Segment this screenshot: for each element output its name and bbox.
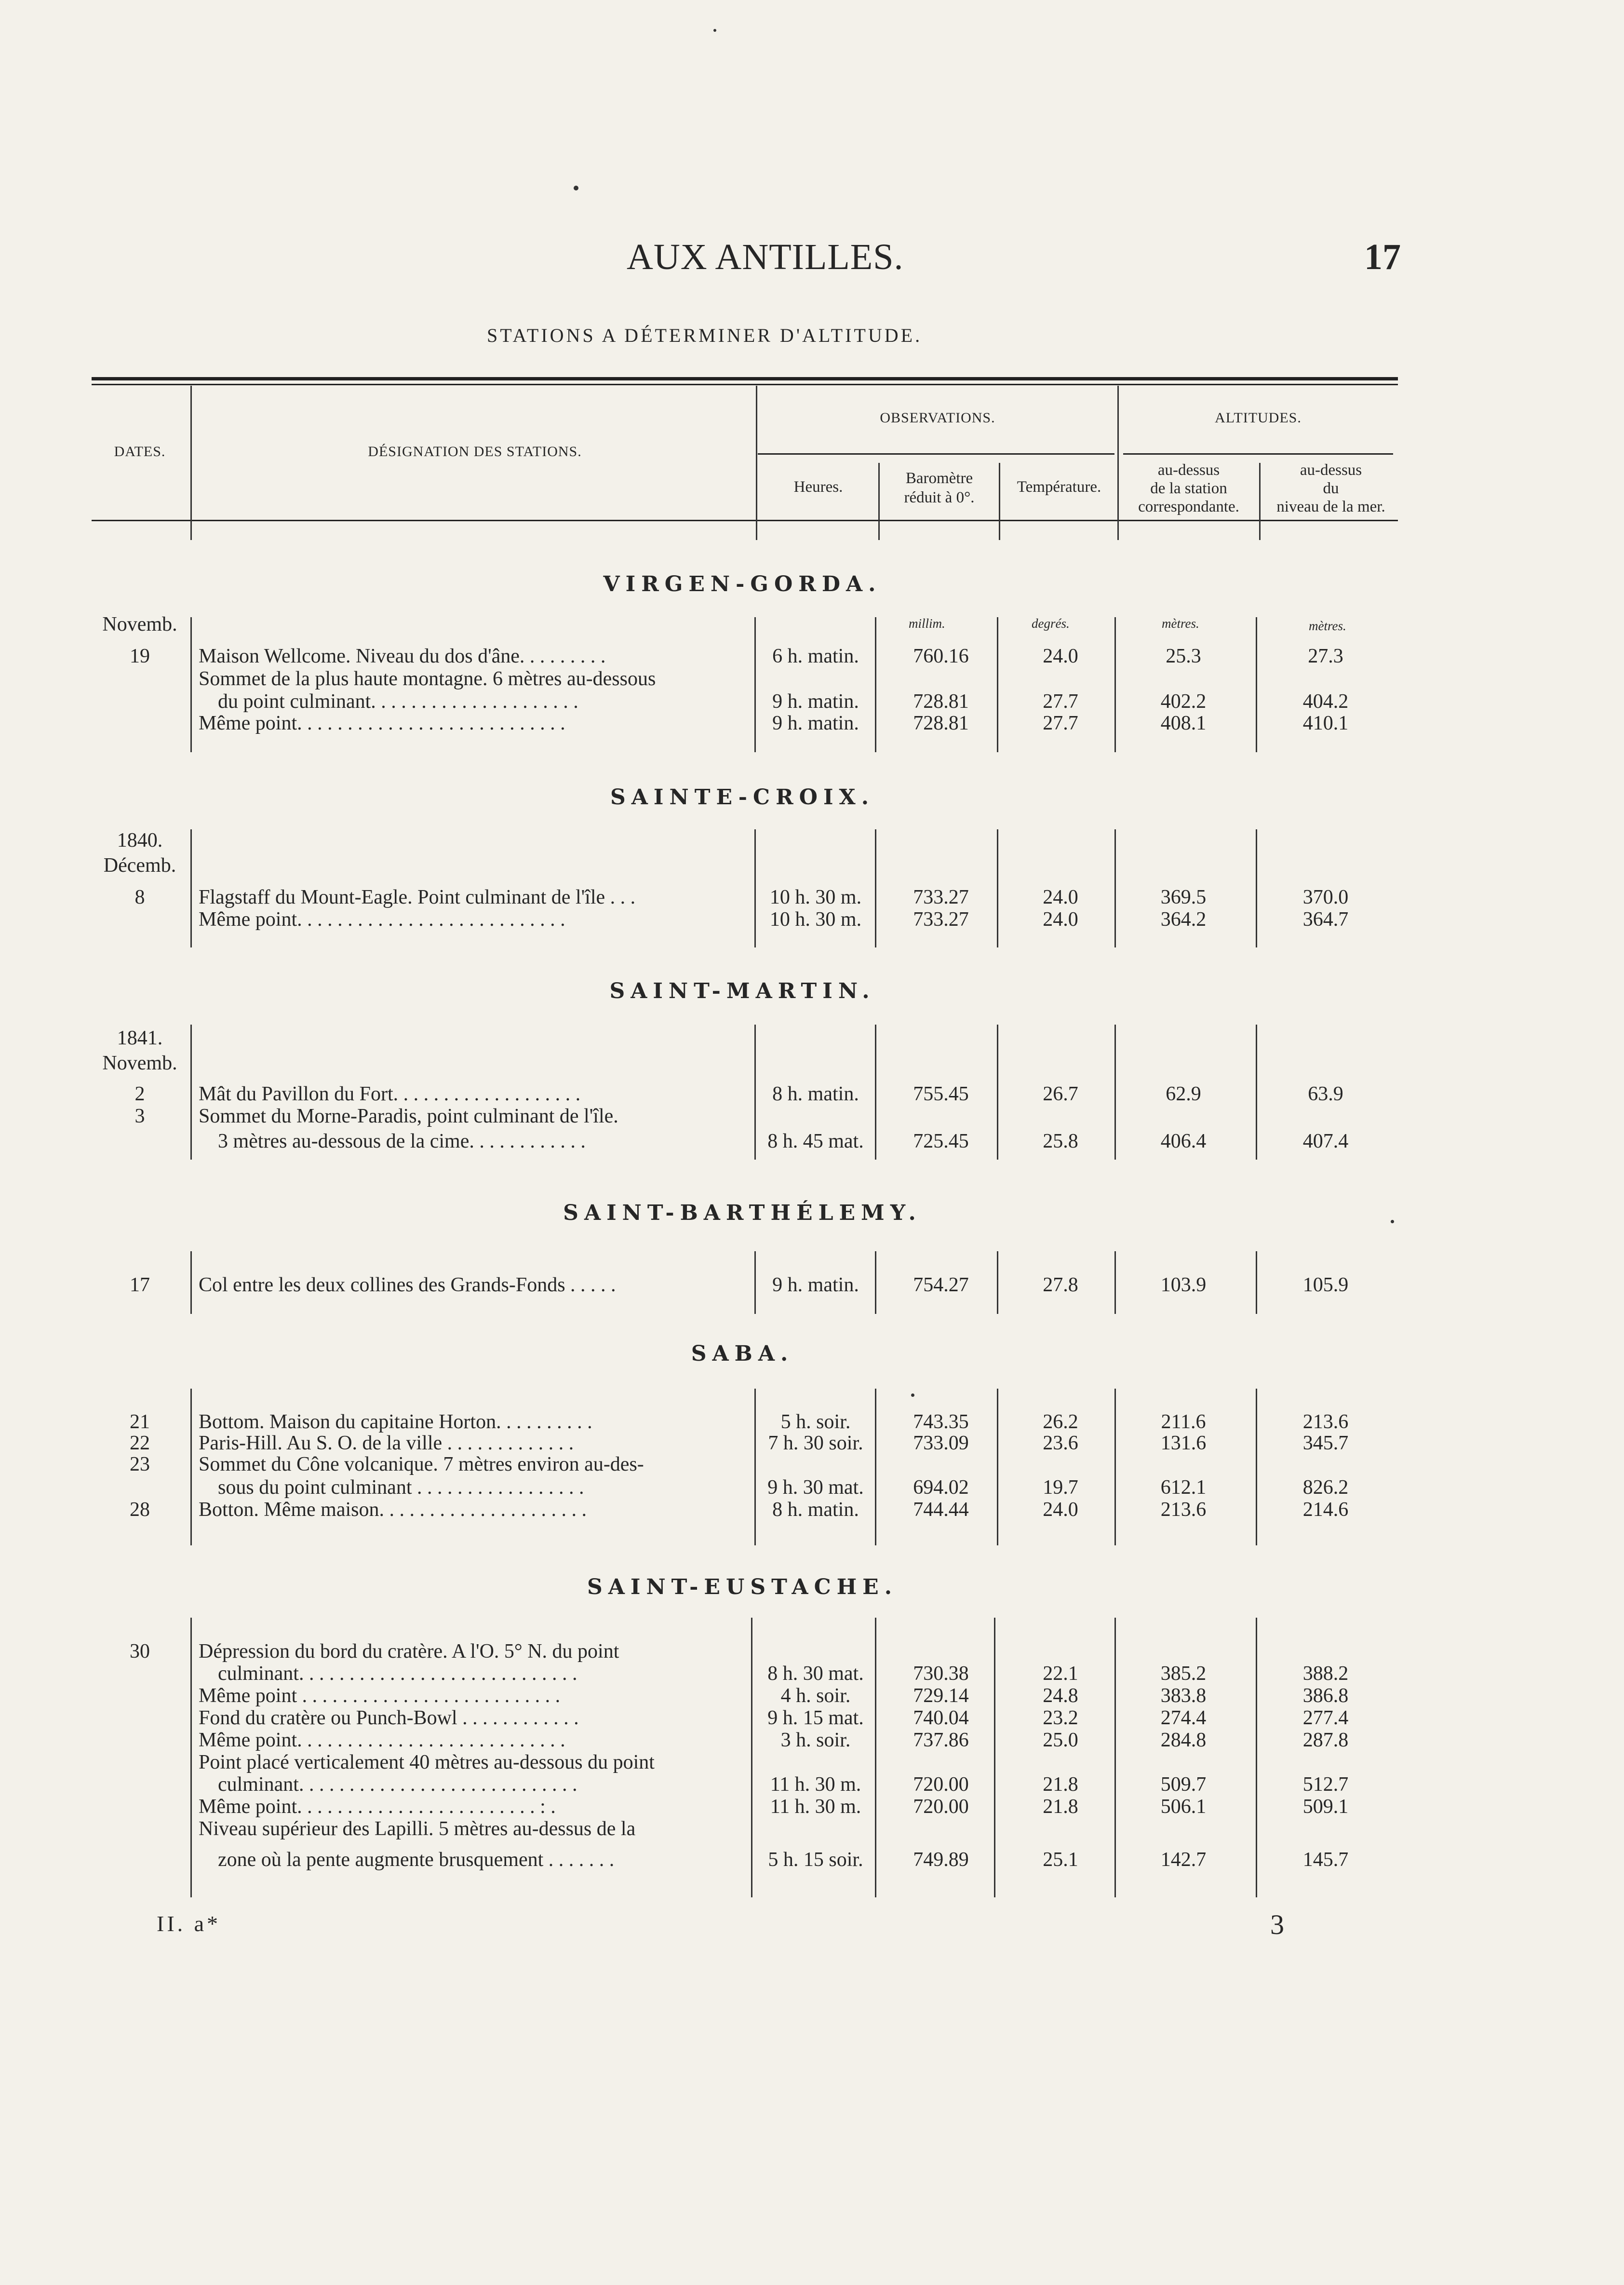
cell-designation: Même point. . . . . . . . . . . . . . . . . . . . . . . . : . <box>199 1796 556 1818</box>
header-col-line <box>878 463 880 540</box>
cell-designation: zone où la pente augmente brusquement . . . . . . . <box>218 1849 615 1871</box>
cell-hour: 9 h. matin. <box>772 690 859 713</box>
cell-temperature: 24.0 <box>1043 908 1078 931</box>
table-row <box>0 1795 1624 1819</box>
section-title-saba: SABA. <box>691 1341 794 1366</box>
cell-designation: Dépression du bord du cratère. A l'O. 5° N. du point <box>199 1640 619 1663</box>
cell-barometer: 694.02 <box>913 1476 969 1499</box>
cell-date: 17 <box>130 1274 150 1296</box>
cell-alt-sea: 345.7 <box>1302 1432 1349 1454</box>
table-row <box>0 1498 1624 1522</box>
cell-hour: 9 h. matin. <box>772 1274 859 1296</box>
cell-alt-sea: 826.2 <box>1302 1476 1349 1499</box>
table-title: STATIONS A DÉTERMINER D'ALTITUDE. <box>487 324 923 346</box>
section-title-saint-eustache: SAINT-EUSTACHE. <box>587 1575 898 1599</box>
header-col-line <box>756 386 757 540</box>
cell-barometer: 760.16 <box>913 645 969 667</box>
table-row <box>0 1848 1624 1872</box>
header-dates: DATES. <box>114 444 166 460</box>
header-temperature: Température. <box>1017 478 1101 496</box>
cell-hour: 8 h. 30 mat. <box>767 1663 864 1685</box>
cell-barometer: 755.45 <box>913 1083 969 1105</box>
cell-hour: 11 h. 30 m. <box>770 1773 861 1796</box>
cell-barometer: 744.44 <box>913 1499 969 1521</box>
date-month: Décemb. <box>103 854 176 877</box>
cell-date: 19 <box>130 645 150 667</box>
cell-alt-station: 274.4 <box>1160 1707 1207 1729</box>
cell-alt-station: 369.5 <box>1160 886 1207 908</box>
cell-designation: Paris-Hill. Au S. O. de la ville . . . . . . . . . . . . . <box>199 1432 574 1454</box>
cell-alt-station: 213.6 <box>1160 1499 1207 1521</box>
cell-hour: 4 h. soir. <box>780 1685 851 1707</box>
print-speck <box>713 29 716 32</box>
cell-alt-sea: 277.4 <box>1302 1707 1349 1729</box>
table-row <box>0 1684 1624 1708</box>
unit-alt1: mètres. <box>1162 616 1199 631</box>
page-number: 17 <box>1364 237 1401 277</box>
cell-barometer: 728.81 <box>913 690 969 713</box>
cell-alt-sea: 364.7 <box>1302 908 1349 931</box>
cell-hour: 3 h. soir. <box>780 1729 851 1751</box>
cell-designation: Mât du Pavillon du Fort. . . . . . . . . . . . . . . . . . . <box>199 1083 581 1105</box>
cell-barometer: 733.27 <box>913 908 969 931</box>
cell-designation: 3 mètres au-dessous de la cime. . . . . . . . . . . . <box>218 1130 586 1152</box>
cell-alt-station: 211.6 <box>1161 1411 1206 1433</box>
print-speck <box>1391 1220 1394 1223</box>
table-row <box>0 1706 1624 1730</box>
cell-temperature: 24.0 <box>1043 1499 1078 1521</box>
cell-alt-station: 509.7 <box>1160 1773 1207 1796</box>
header-col-line <box>1259 463 1261 540</box>
cell-date: 2 <box>134 1083 145 1105</box>
cell-barometer: 749.89 <box>913 1849 969 1871</box>
cell-alt-station: 103.9 <box>1160 1274 1207 1296</box>
cell-alt-sea: 214.6 <box>1302 1499 1349 1521</box>
cell-alt-station: 612.1 <box>1160 1476 1207 1499</box>
cell-designation: Niveau supérieur des Lapilli. 5 mètres au-dessus de la <box>199 1818 636 1840</box>
table-row <box>0 1431 1624 1455</box>
section-title-sainte-croix: SAINTE-CROIX. <box>610 785 875 810</box>
cell-hour: 10 h. 30 m. <box>769 886 862 908</box>
cell-alt-station: 25.3 <box>1166 645 1201 667</box>
cell-designation: Sommet du Morne-Paradis, point culminant de l'île. <box>199 1105 618 1127</box>
header-heures: Heures. <box>793 478 843 496</box>
cell-hour: 11 h. 30 m. <box>770 1796 861 1818</box>
date-month: Novemb. <box>102 1052 177 1074</box>
table-row <box>0 1082 1624 1106</box>
table-row <box>0 667 1624 691</box>
table-row <box>0 1639 1624 1663</box>
cell-designation: Fond du cratère ou Punch-Bowl . . . . . . . . . . . . <box>199 1707 579 1729</box>
footer-number: 3 <box>1270 1909 1284 1940</box>
cell-designation: Sommet de la plus haute montagne. 6 mètres au-dessous <box>199 668 656 690</box>
cell-alt-station: 131.6 <box>1160 1432 1207 1454</box>
header-alt-mer-3: niveau de la mer. <box>1276 498 1385 515</box>
cell-hour: 8 h. 45 mat. <box>767 1130 864 1152</box>
header-alt-station-2: de la station <box>1150 480 1227 497</box>
cell-alt-sea: 27.3 <box>1308 645 1343 667</box>
cell-hour: 5 h. soir. <box>780 1411 851 1433</box>
cell-designation: Même point. . . . . . . . . . . . . . . . . . . . . . . . . . . <box>199 908 565 931</box>
cell-alt-sea: 370.0 <box>1302 886 1349 908</box>
cell-designation: Botton. Même maison. . . . . . . . . . . . . . . . . . . . . <box>199 1499 587 1521</box>
cell-alt-station: 383.8 <box>1160 1685 1207 1707</box>
cell-date: 28 <box>130 1499 150 1521</box>
header-designation: DÉSIGNATION DES STATIONS. <box>368 444 582 460</box>
cell-designation: du point culminant. . . . . . . . . . . . . . . . . . . . . <box>218 690 578 713</box>
cell-designation: sous du point culminant . . . . . . . . . . . . . . . . . <box>218 1476 584 1499</box>
cell-designation: Même point. . . . . . . . . . . . . . . . . . . . . . . . . . . <box>199 712 565 734</box>
table-row <box>0 1475 1624 1500</box>
cell-date: 21 <box>130 1411 150 1433</box>
unit-alt2: mètres. <box>1309 619 1346 633</box>
cell-temperature: 23.2 <box>1043 1707 1078 1729</box>
cell-temperature: 23.6 <box>1043 1432 1078 1454</box>
section-title-saint-barthelemy: SAINT-BARTHÉLEMY. <box>563 1201 922 1225</box>
cell-barometer: 720.00 <box>913 1796 969 1818</box>
table-row <box>0 1129 1624 1153</box>
table-row <box>0 644 1624 668</box>
cell-hour: 9 h. 30 mat. <box>767 1476 864 1499</box>
cell-barometer: 733.27 <box>913 886 969 908</box>
cell-barometer: 743.35 <box>913 1411 969 1433</box>
cell-hour: 7 h. 30 soir. <box>768 1432 863 1454</box>
header-alt-mer-2: du <box>1323 480 1339 497</box>
cell-temperature: 27.7 <box>1043 690 1078 713</box>
cell-designation: Maison Wellcome. Niveau du dos d'âne. . . . . . . . . <box>199 645 606 667</box>
section-title-virgen-gorda: VIRGEN-GORDA. <box>603 572 882 596</box>
table-row <box>0 1662 1624 1686</box>
cell-hour: 9 h. 15 mat. <box>767 1707 864 1729</box>
cell-barometer: 740.04 <box>913 1707 969 1729</box>
table-row <box>0 1410 1624 1434</box>
cell-hour: 9 h. matin. <box>772 712 859 734</box>
header-barometre-1: Baromètre <box>905 470 973 487</box>
cell-temperature: 26.7 <box>1043 1083 1078 1105</box>
cell-date: 23 <box>130 1453 150 1475</box>
table-row <box>0 1728 1624 1752</box>
header-altitudes: ALTITUDES. <box>1215 410 1302 426</box>
header-top-rule <box>92 377 1398 380</box>
cell-temperature: 26.2 <box>1043 1411 1078 1433</box>
cell-temperature: 25.8 <box>1043 1130 1078 1152</box>
cell-alt-sea: 386.8 <box>1302 1685 1349 1707</box>
table-row <box>0 1452 1624 1476</box>
running-title: AUX ANTILLES. <box>627 237 904 277</box>
cell-alt-sea: 512.7 <box>1302 1773 1349 1796</box>
cell-alt-station: 385.2 <box>1160 1663 1207 1685</box>
signature-mark: II. a* <box>157 1911 221 1936</box>
header-top-rule-2 <box>92 384 1398 385</box>
cell-date: 22 <box>130 1432 150 1454</box>
cell-alt-station: 402.2 <box>1160 690 1207 713</box>
table-row <box>0 907 1624 932</box>
cell-designation: Flagstaff du Mount-Eagle. Point culminant de l'île . . . <box>199 886 636 908</box>
cell-temperature: 27.8 <box>1043 1274 1078 1296</box>
cell-alt-station: 408.1 <box>1160 712 1207 734</box>
cell-temperature: 24.0 <box>1043 886 1078 908</box>
cell-temperature: 25.1 <box>1043 1849 1078 1871</box>
table-row <box>0 1772 1624 1797</box>
table-row <box>0 1273 1624 1297</box>
date-year: 1841. <box>117 1027 163 1049</box>
observations-brace <box>758 453 1114 455</box>
cell-date: 3 <box>134 1105 145 1127</box>
cell-designation: Col entre les deux collines des Grands-Fonds . . . . . <box>199 1274 616 1296</box>
cell-hour: 8 h. matin. <box>772 1083 859 1105</box>
table-row <box>0 711 1624 735</box>
cell-designation: culminant. . . . . . . . . . . . . . . . . . . . . . . . . . . . <box>218 1773 577 1796</box>
cell-temperature: 22.1 <box>1043 1663 1078 1685</box>
cell-barometer: 733.09 <box>913 1432 969 1454</box>
cell-date: 8 <box>134 886 145 908</box>
cell-date: 30 <box>130 1640 150 1663</box>
cell-alt-station: 142.7 <box>1160 1849 1207 1871</box>
header-alt-station-3: correspondante. <box>1138 498 1239 515</box>
print-speck <box>911 1393 914 1397</box>
date-year: 1840. <box>117 829 163 852</box>
cell-temperature: 21.8 <box>1043 1773 1078 1796</box>
unit-baro: millim. <box>909 616 945 631</box>
cell-alt-sea: 63.9 <box>1308 1083 1343 1105</box>
table-row <box>0 1817 1624 1841</box>
cell-alt-sea: 509.1 <box>1302 1796 1349 1818</box>
table-row <box>0 1104 1624 1128</box>
cell-temperature: 21.8 <box>1043 1796 1078 1818</box>
header-col-line <box>999 463 1000 540</box>
cell-alt-sea: 410.1 <box>1302 712 1349 734</box>
cell-alt-sea: 287.8 <box>1302 1729 1349 1751</box>
header-alt-station-1: au-dessus <box>1157 461 1220 479</box>
cell-hour: 10 h. 30 m. <box>769 908 862 931</box>
unit-temp: degrés. <box>1032 616 1070 631</box>
cell-hour: 8 h. matin. <box>772 1499 859 1521</box>
altitudes-brace <box>1123 453 1393 455</box>
cell-alt-sea: 407.4 <box>1302 1130 1349 1152</box>
header-observations: OBSERVATIONS. <box>880 410 995 426</box>
cell-barometer: 730.38 <box>913 1663 969 1685</box>
header-barometre-2: réduit à 0°. <box>904 489 975 506</box>
cell-barometer: 725.45 <box>913 1130 969 1152</box>
table-row <box>0 885 1624 909</box>
cell-barometer: 754.27 <box>913 1274 969 1296</box>
header-col-line <box>190 386 192 540</box>
cell-alt-sea: 388.2 <box>1302 1663 1349 1685</box>
cell-temperature: 19.7 <box>1043 1476 1078 1499</box>
section-title-saint-martin: SAINT-MARTIN. <box>609 979 875 1003</box>
print-speck <box>574 186 578 190</box>
cell-barometer: 729.14 <box>913 1685 969 1707</box>
cell-designation: Sommet du Cône volcanique. 7 mètres environ au-des- <box>199 1453 644 1475</box>
cell-designation: Même point. . . . . . . . . . . . . . . . . . . . . . . . . . . <box>199 1729 565 1751</box>
cell-designation: Bottom. Maison du capitaine Horton. . . . . . . . . . <box>199 1411 592 1433</box>
cell-alt-station: 62.9 <box>1166 1083 1201 1105</box>
cell-temperature: 27.7 <box>1043 712 1078 734</box>
cell-alt-station: 506.1 <box>1160 1796 1207 1818</box>
cell-hour: 5 h. 15 soir. <box>768 1849 863 1871</box>
header-col-line <box>1117 386 1119 540</box>
cell-alt-station: 364.2 <box>1160 908 1207 931</box>
cell-hour: 6 h. matin. <box>772 645 859 667</box>
cell-barometer: 720.00 <box>913 1773 969 1796</box>
cell-alt-sea: 145.7 <box>1302 1849 1349 1871</box>
cell-barometer: 728.81 <box>913 712 969 734</box>
table-row <box>0 690 1624 714</box>
cell-designation: Même point . . . . . . . . . . . . . . . . . . . . . . . . . . <box>199 1685 561 1707</box>
cell-alt-sea: 404.2 <box>1302 690 1349 713</box>
cell-alt-sea: 105.9 <box>1302 1274 1349 1296</box>
cell-alt-sea: 213.6 <box>1302 1411 1349 1433</box>
cell-barometer: 737.86 <box>913 1729 969 1751</box>
cell-designation: culminant. . . . . . . . . . . . . . . . . . . . . . . . . . . . <box>218 1663 577 1685</box>
cell-temperature: 25.0 <box>1043 1729 1078 1751</box>
cell-alt-station: 406.4 <box>1160 1130 1207 1152</box>
header-alt-mer-1: au-dessus <box>1300 461 1362 479</box>
date-month: Novemb. <box>102 613 177 635</box>
cell-designation: Point placé verticalement 40 mètres au-dessous du point <box>199 1751 655 1773</box>
cell-alt-station: 284.8 <box>1160 1729 1207 1751</box>
table-row <box>0 1750 1624 1774</box>
header-bottom-rule <box>92 520 1398 521</box>
cell-temperature: 24.8 <box>1043 1685 1078 1707</box>
cell-temperature: 24.0 <box>1043 645 1078 667</box>
